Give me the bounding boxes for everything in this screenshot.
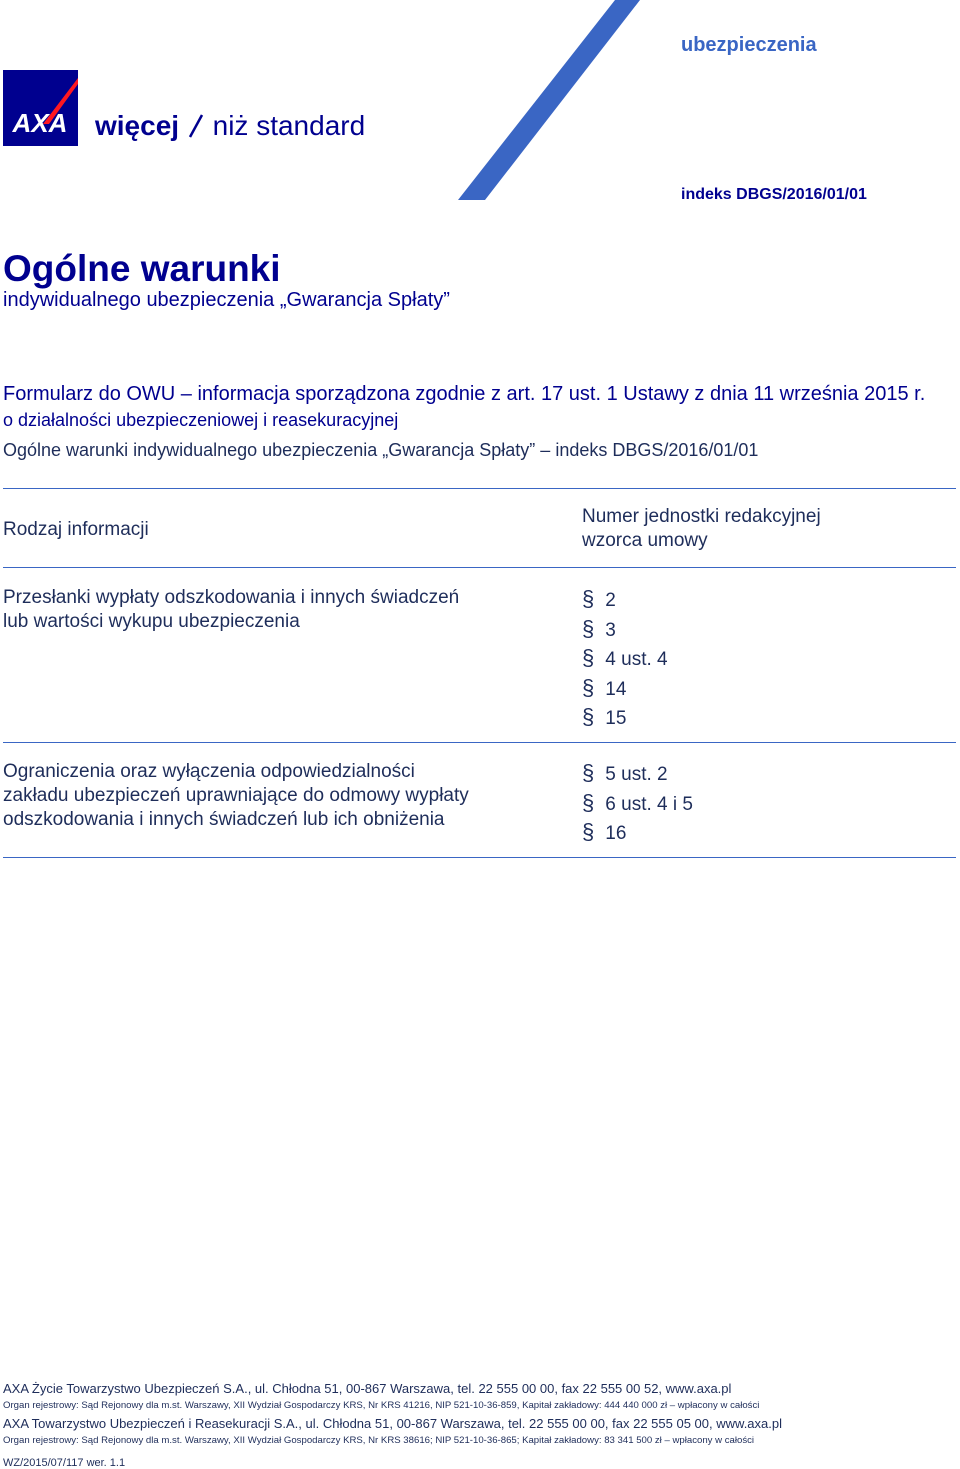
table-row-1-units bbox=[582, 584, 668, 732]
row-2-info-line-3: odszkodowania i innych świadczeń lub ich obniżenia bbox=[3, 809, 445, 830]
row-1-info-line-1: Przesłanki wypłaty odszkodowania i innych świadczeń bbox=[3, 587, 460, 608]
slogan-bold: więcej bbox=[95, 110, 180, 141]
column-header-unit-line-1: Numer jednostki redakcyjnej bbox=[582, 506, 821, 527]
section-sign: § bbox=[582, 615, 595, 641]
footer-company-2: AXA Towarzystwo Ubezpieczeń i Reasekuracji S.A., ul. Chłodna 51, 00-867 Warszawa, tel. 22 555 00 00, fax 22 555 05 00, www.axa.pl bbox=[3, 1416, 782, 1431]
unit-item bbox=[582, 673, 668, 703]
row-separator-rule bbox=[3, 742, 956, 743]
unit-number: 15 bbox=[605, 708, 627, 729]
header-rule bbox=[3, 567, 956, 568]
page-title: Ogólne warunki bbox=[3, 248, 281, 289]
section-sign: § bbox=[582, 586, 595, 611]
column-header-info: Rodzaj informacji bbox=[3, 519, 149, 540]
logo-text: AXA bbox=[12, 108, 68, 138]
diagonal-stripe bbox=[440, 0, 660, 205]
axa-logo bbox=[3, 70, 78, 146]
table-row-2-info bbox=[3, 760, 469, 832]
slogan bbox=[95, 110, 365, 142]
unit-item bbox=[582, 643, 668, 673]
unit-item bbox=[582, 758, 693, 788]
form-info-line-1: Formularz do OWU – informacja sporządzona zgodnie z art. 17 ust. 1 Ustawy z dnia 11 września 2015 r. bbox=[3, 383, 926, 405]
form-info-line-2: o działalności ubezpieczeniowej i reasekuracyjnej bbox=[3, 410, 399, 430]
category-label: ubezpieczenia bbox=[681, 34, 817, 56]
page-subtitle: indywidualnego ubezpieczenia „Gwarancja Spłaty” bbox=[3, 289, 450, 311]
document-index: indeks DBGS/2016/01/01 bbox=[681, 186, 867, 203]
unit-item bbox=[582, 788, 693, 818]
unit-item bbox=[582, 584, 668, 614]
footer-registry-2: Organ rejestrowy: Sąd Rejonowy dla m.st. Warszawy, XII Wydział Gospodarczy KRS, Nr KRS 38616; NIP 521-10-36-865; Kapitał zakładowy: 83 341 500 zł – wpłacony w całości bbox=[3, 1435, 755, 1446]
form-info-line-3: Ogólne warunki indywidualnego ubezpieczenia „Gwarancja Spłaty” – indeks DBGS/2016/01/01 bbox=[3, 440, 759, 460]
section-sign: § bbox=[582, 789, 595, 815]
document-code: WZ/2015/07/117 wer. 1.1 bbox=[3, 1457, 126, 1469]
table-bottom-rule bbox=[3, 857, 956, 858]
unit-item bbox=[582, 614, 668, 644]
unit-number: 2 bbox=[605, 590, 616, 611]
unit-item bbox=[582, 817, 693, 847]
column-header-unit-line-2: wzorca umowy bbox=[582, 530, 708, 551]
section-sign: § bbox=[582, 760, 595, 785]
footer-company-1: AXA Życie Towarzystwo Ubezpieczeń S.A., ul. Chłodna 51, 00-867 Warszawa, tel. 22 555 00 00, fax 22 555 00 52, www.axa.pl bbox=[3, 1381, 732, 1396]
footer-registry-1: Organ rejestrowy: Sąd Rejonowy dla m.st. Warszawy, XII Wydział Gospodarczy KRS, Nr KRS 41216, NIP 521-10-36-859, Kapitał zakładowy: 444 440 000 zł – wpłacony w całości bbox=[3, 1400, 760, 1411]
slash-icon bbox=[187, 113, 205, 139]
table-top-rule bbox=[3, 488, 956, 489]
unit-number: 16 bbox=[605, 823, 627, 844]
unit-item bbox=[582, 702, 668, 732]
table-row-2-units bbox=[582, 758, 693, 847]
slogan-rest: niż standard bbox=[212, 110, 366, 141]
row-2-info-line-2: zakładu ubezpieczeń uprawniające do odmowy wypłaty bbox=[3, 785, 469, 806]
unit-number: 14 bbox=[605, 678, 627, 700]
unit-number: 5 ust. 2 bbox=[605, 764, 668, 785]
section-sign: § bbox=[582, 819, 595, 844]
axa-logo-icon bbox=[3, 70, 78, 146]
row-1-info-line-2: lub wartości wykupu ubezpieczenia bbox=[3, 611, 300, 632]
section-sign: § bbox=[582, 645, 595, 670]
section-sign: § bbox=[582, 674, 595, 700]
unit-number: 4 ust. 4 bbox=[605, 649, 668, 670]
unit-number: 3 bbox=[605, 619, 616, 641]
table-row-1-info bbox=[3, 586, 459, 634]
column-header-unit bbox=[582, 505, 821, 553]
row-2-info-line-1: Ograniczenia oraz wyłączenia odpowiedzialności bbox=[3, 761, 415, 782]
unit-number: 6 ust. 4 i 5 bbox=[605, 793, 693, 815]
section-sign: § bbox=[582, 704, 595, 729]
